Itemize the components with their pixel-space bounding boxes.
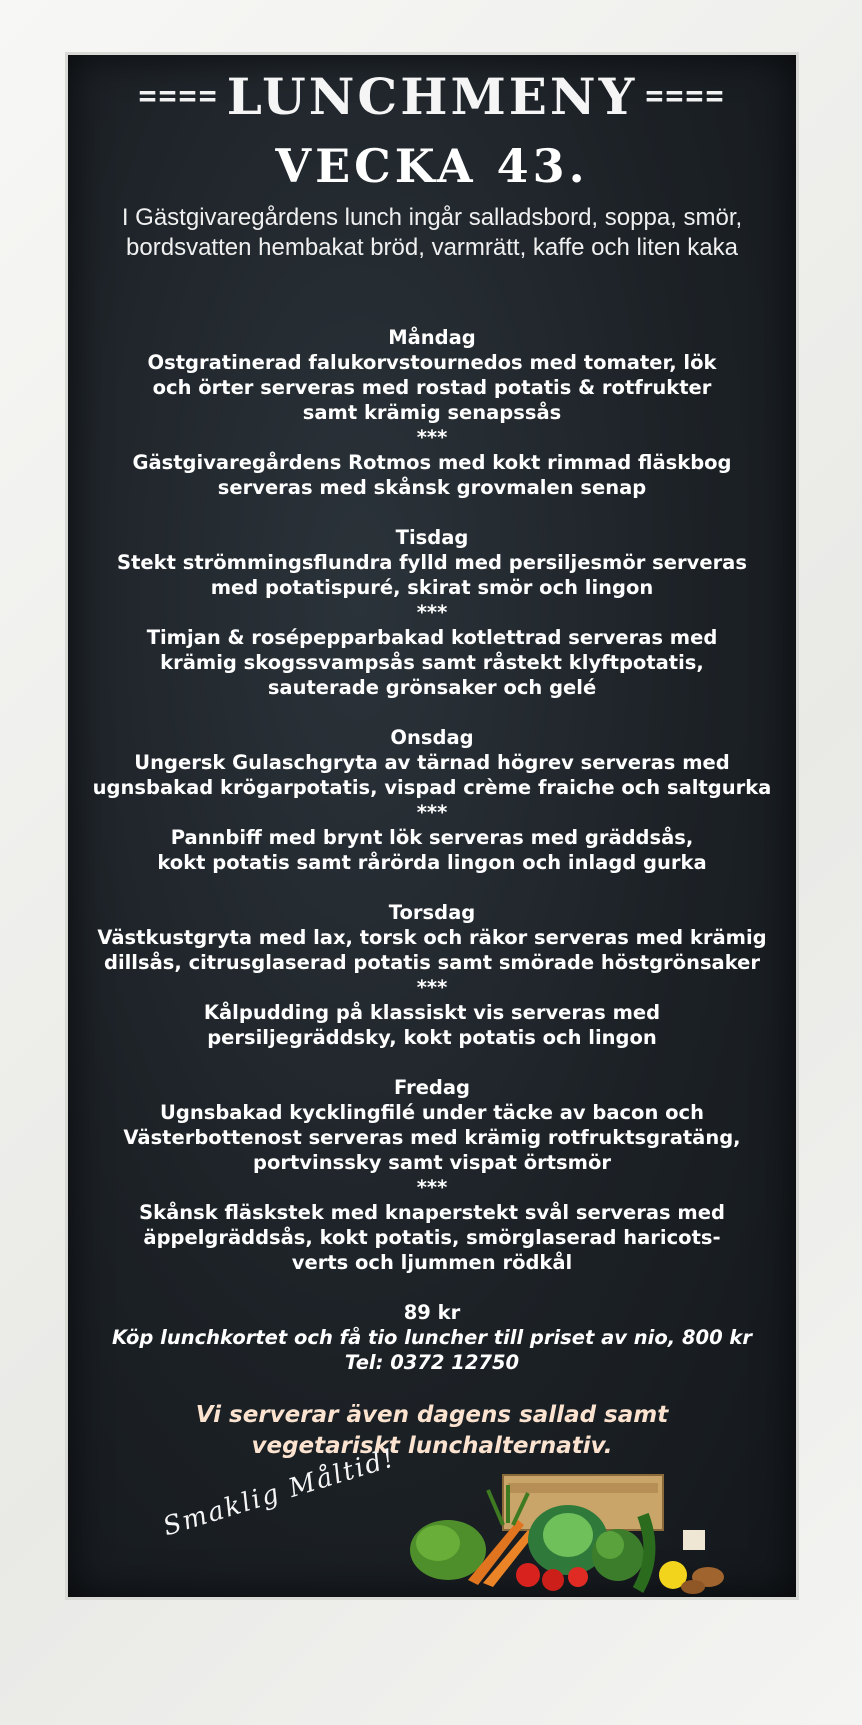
pricing-info <box>68 1300 796 1375</box>
day-monday <box>68 325 796 500</box>
day-name: Torsdag <box>388 901 476 924</box>
dish-option-1: Stekt strömmingsflundra fylld med persiljesmör serveras med potatispuré, skirat smör och lingon <box>117 551 747 599</box>
dish-option-2: Gästgivaregårdens Rotmos med kokt rimmad fläskbog serveras med skånsk grovmalen senap <box>132 451 732 499</box>
day-name: Måndag <box>388 326 476 349</box>
menu-title: LUNCHMENY <box>226 67 638 126</box>
day-friday <box>68 1075 796 1275</box>
dish-separator: *** <box>416 976 448 999</box>
day-name: Tisdag <box>395 526 469 549</box>
menu-header <box>68 67 796 126</box>
dish-separator: *** <box>416 1176 448 1199</box>
lunch-price: 89 kr <box>403 1301 461 1324</box>
dish-option-2: Timjan & rosépepparbakad kotlettrad serveras med krämig skogssvampsås samt råstekt klyftpotatis, sauterade grönsaker och gelé <box>146 626 718 699</box>
vegetable-crate-icon <box>408 1465 728 1595</box>
day-wednesday <box>68 725 796 875</box>
dish-separator: *** <box>416 601 448 624</box>
dish-separator: *** <box>416 801 448 824</box>
signoff-text: Smaklig Måltid! <box>159 1443 400 1543</box>
dish-option-1: Ungersk Gulaschgryta av tärnad högrev serveras med ugnsbakad krögarpotatis, vispad crème fraiche och saltgurka <box>92 751 772 799</box>
weekly-menu <box>68 325 796 1300</box>
week-number: VECKA 43. <box>275 139 589 193</box>
day-name: Fredag <box>394 1076 470 1099</box>
title-dashes-right: ==== <box>645 79 726 114</box>
day-name: Onsdag <box>390 726 474 749</box>
dish-option-2: Skånsk fläskstek med knaperstekt svål serveras med äppelgräddsås, kokt potatis, smörglaserad haricots- verts och ljummen rödkål <box>139 1201 725 1274</box>
dish-option-2: Pannbiff med brynt lök serveras med gräddsås, kokt potatis samt rårörda lingon och inlagd gurka <box>157 826 707 874</box>
dish-option-1: Ostgratinerad falukorvstournedos med tomater, lök och örter serveras med rostad potatis & rotfrukter samt krämig senapssås <box>147 351 717 424</box>
phone-number: Tel: 0372 12750 <box>344 1351 520 1374</box>
title-dashes-left: ==== <box>138 79 219 114</box>
dish-separator: *** <box>416 426 448 449</box>
lunch-card-offer: Köp lunchkortet och få tio luncher till priset av nio, 800 kr <box>111 1326 753 1349</box>
day-tuesday <box>68 525 796 700</box>
chalkboard-menu <box>68 55 796 1597</box>
intro-text: I Gästgivaregårdens lunch ingår salladsbord, soppa, smör, bordsvatten hembakat bröd, varmrätt, kaffe och liten kaka <box>121 204 743 261</box>
dish-option-1: Ugnsbakad kycklingfilé under täcke av bacon och Västerbottenost serveras med krämig rotfruktsgratäng, portvinssky samt vispat örtsmör <box>123 1101 741 1174</box>
dish-option-1: Västkustgryta med lax, torsk och räkor serveras med krämig dillsås, citrusglaserad potatis samt smörade höstgrönsaker <box>97 926 767 974</box>
dish-option-2: Kålpudding på klassiskt vis serveras med persiljegräddsky, kokt potatis och lingon <box>203 1001 661 1049</box>
day-thursday <box>68 900 796 1050</box>
vegetarian-note: Vi serverar även dagens sallad samt vegetariskt lunchalternativ. <box>195 1402 669 1459</box>
